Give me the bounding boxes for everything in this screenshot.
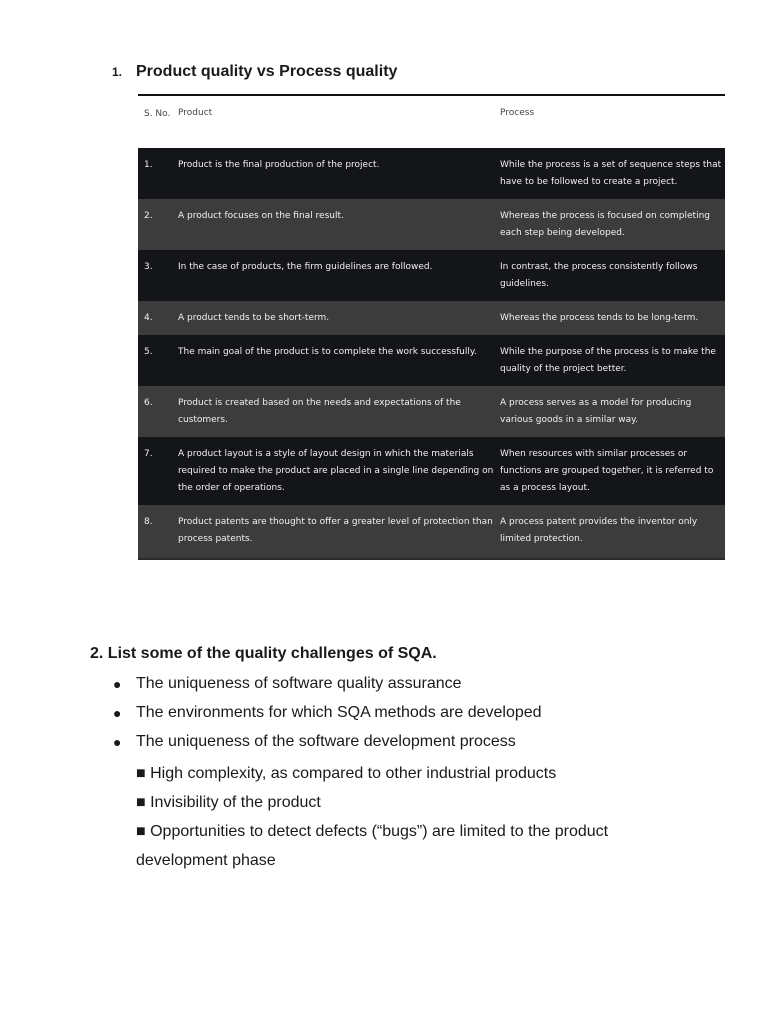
header-process: Process [500, 108, 535, 118]
row-sno: 3. [144, 262, 153, 272]
header-product: Product [178, 108, 213, 118]
row-process: A process patent provides the inventor only limited protection. [500, 517, 698, 544]
header-sno: S. No. [144, 109, 171, 119]
table-row [138, 199, 725, 250]
row-process: While the purpose of the process is to make the quality of the project better. [500, 347, 716, 374]
table-row [138, 250, 725, 301]
section-1-heading [112, 63, 397, 81]
table-row [138, 505, 725, 558]
sub-list-item: ■ Opportunities to detect defects (“bugs”) are limited to the product development phase [136, 823, 609, 869]
bullet-dot: ● [113, 676, 122, 692]
table-row [138, 386, 725, 437]
row-product: The main goal of the product is to complete the work successfully. [178, 347, 477, 357]
challenge-list [113, 672, 542, 759]
table-row [138, 148, 725, 199]
section-1-title: Product quality vs Process quality [136, 63, 398, 80]
row-product: In the case of products, the firm guidelines are followed. [178, 262, 433, 272]
row-sno: 5. [144, 347, 153, 357]
table-row [138, 437, 725, 505]
row-product: Product patents are thought to offer a greater level of protection than process patents. [178, 517, 493, 544]
section-2-title: 2. List some of the quality challenges of SQA. [90, 645, 437, 662]
row-sno: 8. [144, 517, 153, 527]
row-sno: 4. [144, 313, 153, 323]
row-product: A product focuses on the final result. [178, 211, 344, 221]
list-item-text: The uniqueness of the software development process [136, 733, 516, 750]
sub-challenge-list [136, 759, 656, 875]
comparison-table [138, 94, 725, 560]
row-sno: 7. [144, 449, 153, 459]
row-product: Product is the final production of the project. [178, 160, 380, 170]
row-product: A product tends to be short-term. [178, 313, 330, 323]
section-1-number: 1. [112, 65, 123, 79]
bullet-dot: ● [113, 705, 122, 721]
list-item [113, 730, 542, 759]
row-process: Whereas the process tends to be long-term. [500, 313, 699, 323]
sub-list-item: ■ Invisibility of the product [136, 794, 321, 811]
row-process: A process serves as a model for producing various goods in a similar way. [500, 398, 692, 425]
list-item [113, 672, 542, 701]
table-row [138, 301, 725, 335]
row-product: A product layout is a style of layout design in which the materials required to make the product are placed in a single line depending on the order of operations. [178, 449, 494, 493]
row-sno: 6. [144, 398, 153, 408]
row-process: When resources with similar processes or functions are grouped together, it is referred to as a process layout. [500, 449, 714, 493]
row-sno: 1. [144, 160, 153, 170]
list-item-text: The environments for which SQA methods are developed [136, 704, 542, 721]
list-item-text: The uniqueness of software quality assurance [136, 675, 462, 692]
row-process: While the process is a set of sequence steps that have to be followed to create a project. [500, 160, 722, 187]
row-sno: 2. [144, 211, 153, 221]
bullet-dot: ● [113, 734, 122, 750]
table-row [138, 335, 725, 386]
table-header-row [138, 96, 725, 148]
row-process: Whereas the process is focused on completing each step being developed. [500, 211, 710, 238]
row-process: In contrast, the process consistently follows guidelines. [500, 262, 698, 289]
sub-list-item: ■ High complexity, as compared to other industrial products [136, 765, 557, 782]
list-item [113, 701, 542, 730]
row-product: Product is created based on the needs and expectations of the customers. [178, 398, 461, 425]
